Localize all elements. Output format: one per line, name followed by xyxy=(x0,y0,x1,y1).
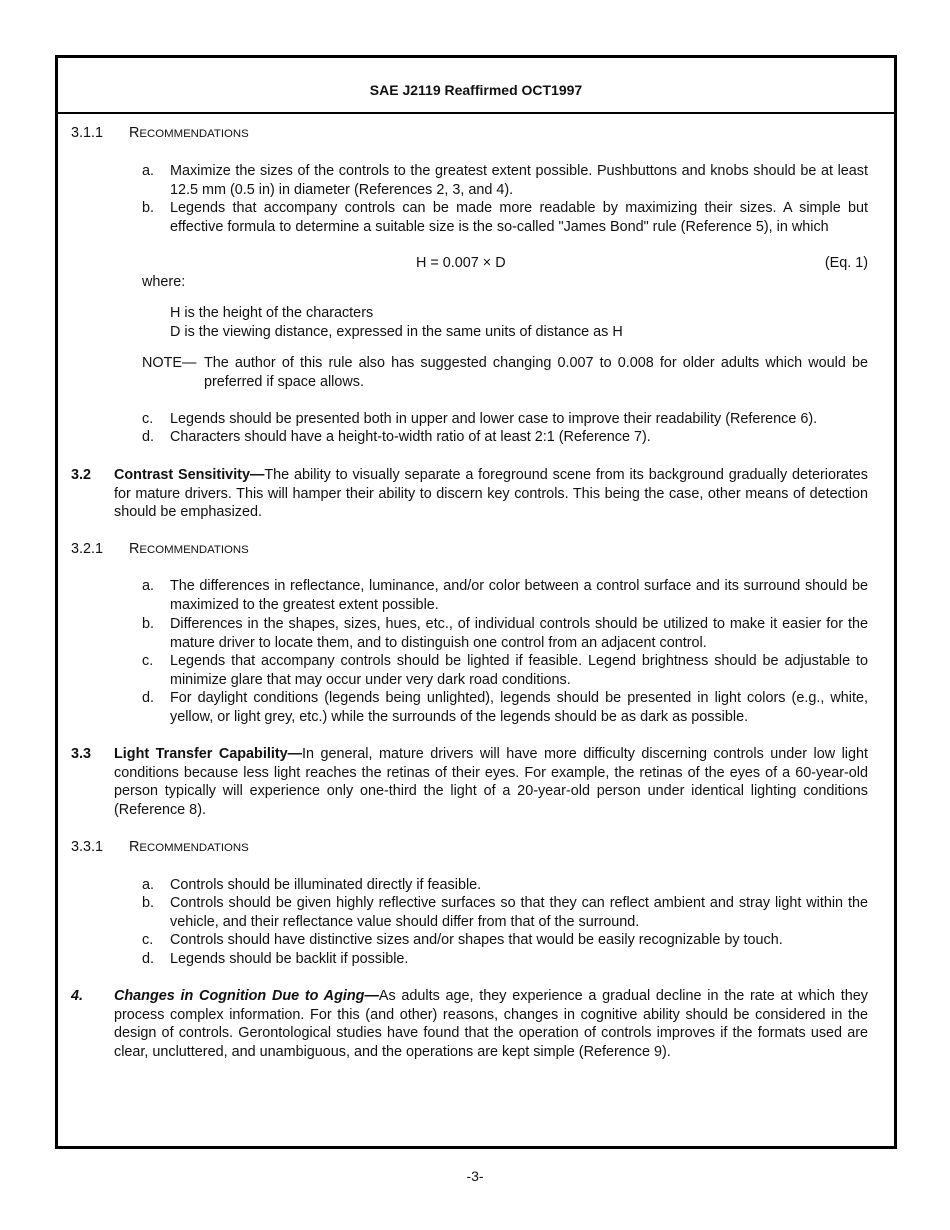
section-text: In general, mature drivers will have more difficulty discerning controls under low light conditions because less light reaches the retinas of their eyes. For example, the retinas of the eyes of a 60-year-old person typically will experience only one-third the light of a 20-year-old person under identical lighting conditions (Reference 8). xyxy=(114,746,868,818)
list-item-label: b. xyxy=(142,200,155,216)
section-number: 3.3.1 xyxy=(71,839,104,855)
equation-label: (Eq. 1) xyxy=(824,255,868,271)
section-number: 3.3 xyxy=(71,746,92,762)
list-item-label: a. xyxy=(142,877,155,893)
document-header xyxy=(58,58,894,114)
page-number: -3- xyxy=(466,1168,484,1184)
section-number: 3.2.1 xyxy=(71,541,104,557)
document-title: SAE J2119 Reaffirmed OCT1997 xyxy=(369,82,583,98)
list-item-text: Controls should have distinctive sizes and/or shapes that would be easily recognizable by touch. xyxy=(170,932,783,948)
list-item-text: Differences in the shapes, sizes, hues, etc., of individual controls should be utilized to make it easier for the mature driver to locate them, and to distinguish one control from an adjacent control. xyxy=(170,616,868,651)
definition-h: H is the height of the characters xyxy=(170,305,374,321)
section-paragraph xyxy=(114,987,868,1061)
list-item-label: b. xyxy=(142,616,155,632)
list-item-text: Controls should be illuminated directly if feasible. xyxy=(170,877,482,893)
section-title: Contrast Sensitivity— xyxy=(114,467,265,483)
section-paragraph xyxy=(114,466,868,522)
page-frame xyxy=(55,55,897,1149)
list-item-label: a. xyxy=(142,578,155,594)
section-text: The ability to visually separate a foreground scene from its background gradually deteriorates for mature drivers. This will hamper their ability to discern key controls. This being the case, other means of detection should be emphasized. xyxy=(114,467,868,520)
list-item-label: b. xyxy=(142,895,155,911)
list-item-label: c. xyxy=(142,932,154,948)
section-number: 4. xyxy=(71,988,84,1004)
list-item-text: Characters should have a height-to-width ratio of at least 2:1 (Reference 7). xyxy=(170,429,651,445)
list-item-label: c. xyxy=(142,411,154,427)
list-item-label: d. xyxy=(142,429,155,445)
list-item-text: For daylight conditions (legends being unlighted), legends should be presented in light colors (e.g., white, yellow, or light grey, etc.) while the surrounds of the legends should be as dark as possible. xyxy=(170,690,868,725)
section-paragraph xyxy=(114,745,868,819)
list-item-text: Maximize the sizes of the controls to the greatest extent possible. Pushbuttons and knobs should be at least 12.5 mm (0.5 in) in diameter (References 2, 3, and 4). xyxy=(170,163,868,198)
section-number: 3.1.1 xyxy=(71,125,104,141)
section-title: Changes in Cognition Due to Aging— xyxy=(114,988,379,1004)
section-number: 3.2 xyxy=(71,467,92,483)
list-item-text: Legends that accompany controls should be lighted if feasible. Legend brightness should be adjustable to minimize glare that may occur under very dark road conditions. xyxy=(170,653,868,688)
list-item-label: d. xyxy=(142,951,155,967)
section-text: As adults age, they experience a gradual decline in the rate at which they process complex information. For this (and other) reasons, changes in cognitive ability should be considered in the design of controls. Gerontological studies have found that the operation of controls improves if the formats used are clear, uncluttered, and unambiguous, and the operations are kept simple (Reference 9). xyxy=(114,988,869,1060)
list-item-label: d. xyxy=(142,690,155,706)
section-heading: RECOMMENDATIONS xyxy=(129,839,249,855)
section-heading: RECOMMENDATIONS xyxy=(129,125,249,141)
list-item-text: Controls should be given highly reflective surfaces so that they can reflect ambient and stray light within the vehicle, and their reflectance value should differ from that of the surround. xyxy=(170,895,868,930)
equation: H = 0.007 × D xyxy=(416,255,506,271)
list-item-text: Legends that accompany controls can be made more readable by maximizing their sizes. A simple but effective formula to determine a suitable size is the so-called "James Bond" rule (Reference 5), in which xyxy=(170,200,868,235)
list-item-text: Legends should be backlit if possible. xyxy=(170,951,409,967)
note-text: The author of this rule also has suggested changing 0.007 to 0.008 for older adults which would be preferred if space allows. xyxy=(204,355,868,390)
section-title: Light Transfer Capability— xyxy=(114,746,303,762)
list-item-text: Legends should be presented both in upper and lower case to improve their readability (Reference 6). xyxy=(170,411,818,427)
note-label: NOTE— xyxy=(142,355,197,371)
definition-d: D is the viewing distance, expressed in the same units of distance as H xyxy=(170,324,623,340)
list-item-text: The differences in reflectance, luminance, and/or color between a control surface and its surround should be maximized to the greatest extent possible. xyxy=(170,578,868,613)
list-item-label: c. xyxy=(142,653,154,669)
list-item-label: a. xyxy=(142,163,155,179)
where-label: where: xyxy=(142,274,186,290)
section-heading: RECOMMENDATIONS xyxy=(129,541,249,557)
